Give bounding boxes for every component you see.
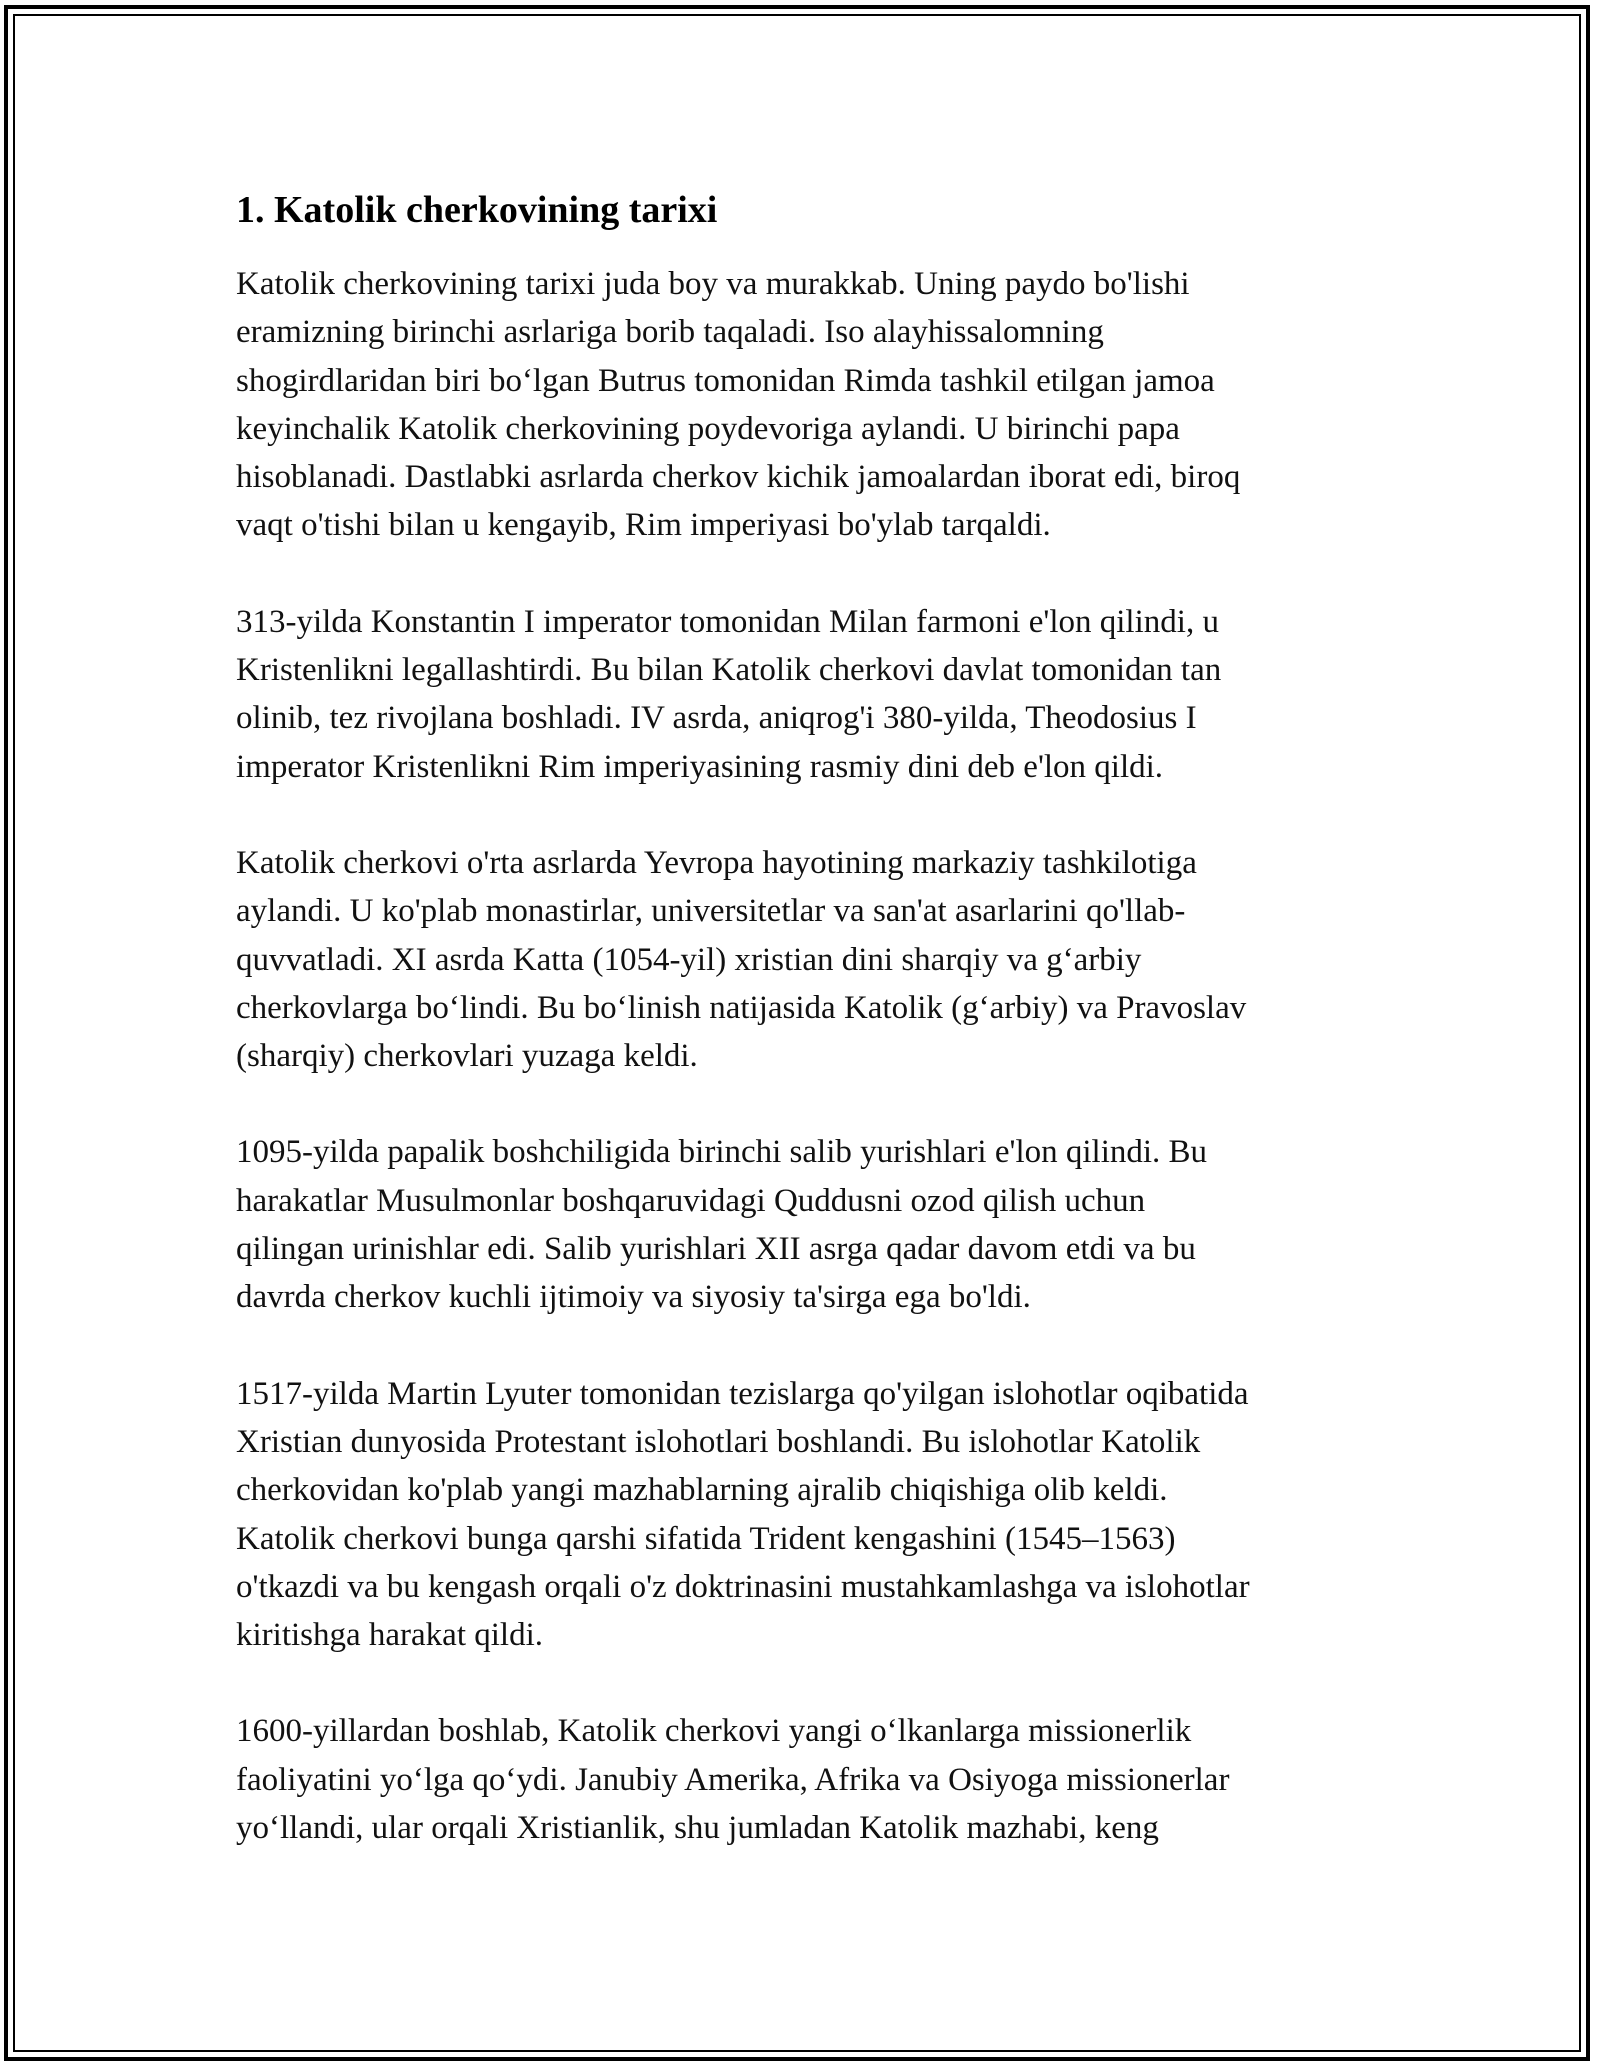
paragraph-milan-edict: 313-yilda Konstantin I imperator tomonidan Milan farmoni e'lon qilindi, u Kristenlikni legallashtirdi. Bu bilan Katolik cherkovi davlat tomonidan tan olinib, tez rivojlana boshladi. IV asrda, aniqrog'i 380-yilda, Theodosius I imperator Kristenlikni Rim imperiyasining rasmiy dini deb e'lon qildi. bbox=[236, 603, 1222, 785]
paragraph-crusades: 1095-yilda papalik boshchiligida birinchi salib yurishlari e'lon qilindi. Bu harakatlar Musulmonlar boshqaruvidagi Quddusni ozod qilish uchun qilingan urinishlar edi. Salib yurishlari XII asrga qadar davom etdi va bu davrda cherkov kuchli ijtimoiy va siyosiy ta'sirga ega bo'ldi. bbox=[236, 1134, 1208, 1316]
paragraph-missions: 1600-yillardan boshlab, Katolik cherkovi yangi o‘lkanlarga missionerlik faoliyatini yo‘lga qo‘ydi. Janubiy Amerika, Afrika va Osiyoga missionerlar yo‘llandi, ular orqali Xristianlik, shu jumladan Katolik mazhabi, keng bbox=[236, 1713, 1230, 1847]
paragraph-middle-ages: Katolik cherkovi o'rta asrlarda Yevropa hayotining markaziy tashkilotiga aylandi. U ko'plab monastirlar, universitetlar va san'at asarlarini qo'llab- quvvatladi. XI asrda Katta (1054-yil) xristian dini sharqiy va g‘arbiy cherkovlarga bo‘lindi. Bu bo‘linish natijasida Katolik (g‘arbiy) va Pravoslav (sharqiy) cherkovlari yuzaga keldi. bbox=[236, 844, 1247, 1075]
paragraph-reformation: 1517-yilda Martin Lyuter tomonidan tezislarga qo'yilgan islohotlar oqibatida Xristian dunyosida Protestant islohotlari boshlandi. Bu islohotlar Katolik cherkovidan ko'plab yangi mazhablarning ajralib chiqishiga olib keldi. Katolik cherkovi bunga qarshi sifatida Trident kengashini (1545–1563) o'tkazdi va bu kengash orqali o'z doktrinasini mustahkamlashga va islohotlar kiritishga harakat qildi. bbox=[236, 1375, 1250, 1654]
document-body bbox=[236, 186, 1376, 1900]
section-heading: 1. Katolik cherkovining tarixi bbox=[236, 189, 718, 231]
paragraph-origins: Katolik cherkovining tarixi juda boy va murakkab. Uning paydo bo'lishi eramizning birinchi asrlariga borib taqaladi. Iso alayhissalomning shogirdlaridan biri bo‘lgan Butrus tomonidan Rimda tashkil etilgan jamoa keyinchalik Katolik cherkovining poydevoriga aylandi. U birinchi papa hisoblanadi. Dastlabki asrlarda cherkov kichik jamoalardan iborat edi, biroq vaqt o'tishi bilan u kengayib, Rim imperiyasi bo'ylab tarqaldi. bbox=[236, 266, 1241, 544]
